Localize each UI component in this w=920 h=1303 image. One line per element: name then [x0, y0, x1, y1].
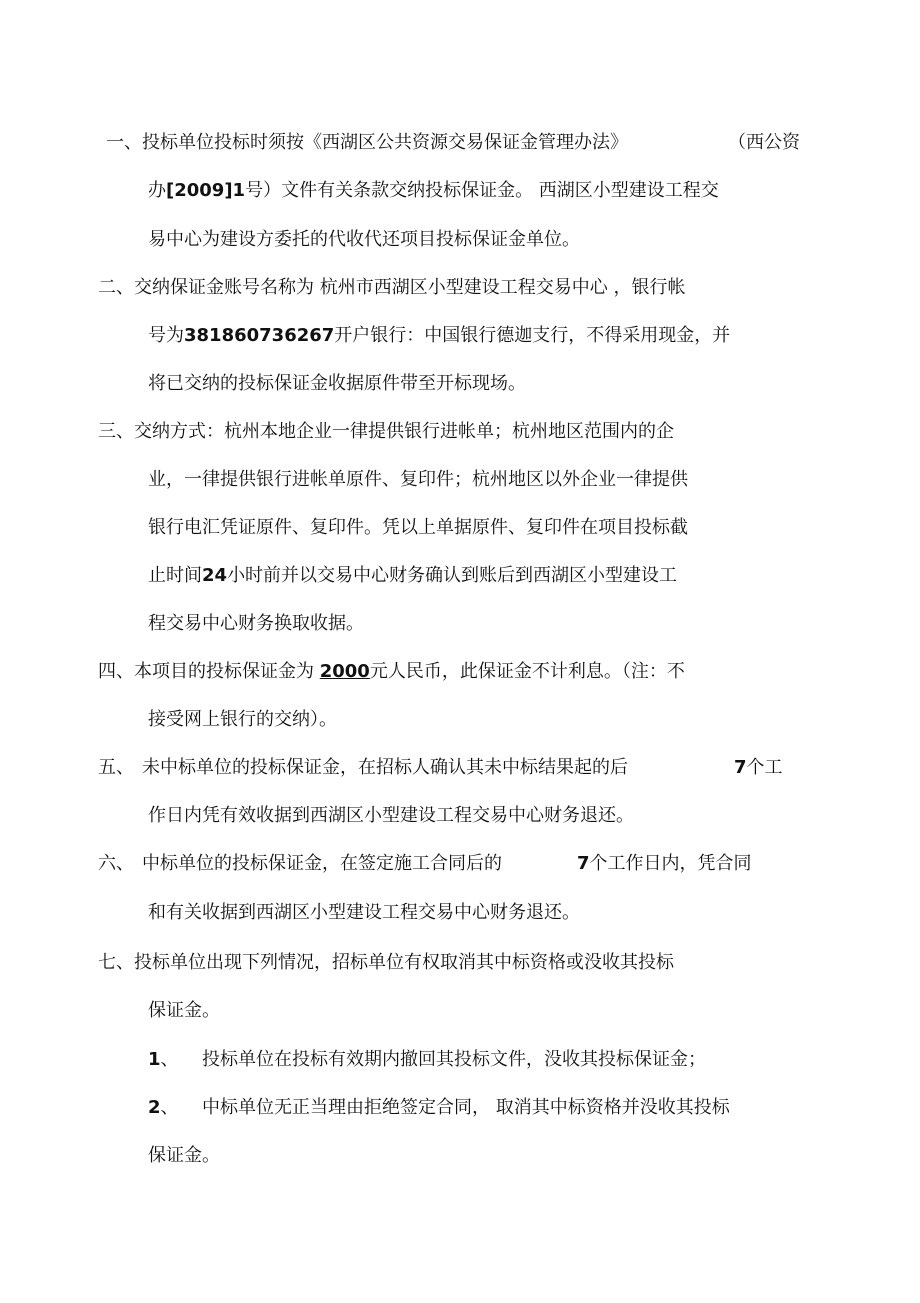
item-7-sub-2	[148, 1096, 179, 1120]
item-2-l2-c: 开户银行：中国银行德迦支行，不得采用现金，并	[334, 325, 731, 346]
item-3-l4-a: 止时间	[148, 565, 202, 586]
item-2-l2-a: 号为	[148, 325, 184, 346]
item-4-line-2: 接受网上银行的交纳）。	[148, 709, 337, 730]
item-1-line-1-tail	[728, 131, 800, 155]
item-3-line-3: 银行电汇凭证原件、复印件。凭以上单据原件、复印件在项目投标截	[148, 517, 688, 538]
item-7-sub-1	[148, 1048, 179, 1072]
item-7-line-2: 保证金。	[148, 1000, 220, 1021]
item-4-line-1	[98, 660, 685, 684]
item-7-sub-1-text: 投标单位在投标有效期内撤回其投标文件，没收其投标保证金；	[202, 1049, 706, 1070]
item-1-l2-a: 办	[148, 180, 166, 201]
item-4-l1-a: 四、本项目的投标保证金为	[98, 661, 320, 682]
item-6-marker: 六、	[98, 853, 134, 874]
item-3-line-1: 三、交纳方式：杭州本地企业一律提供银行进帐单；杭州地区范围内的企	[98, 421, 674, 442]
item-2-line-1: 二、交纳保证金账号名称为 杭州市西湖区小型建设工程交易中心 ，银行帐	[98, 277, 686, 298]
item-2-account-number: 381860736267	[184, 325, 335, 346]
item-3-hours: 24	[202, 565, 228, 586]
item-2-line-2	[148, 324, 730, 348]
item-4-l1-c: 元人民币，此保证金不计利息。（注：不	[369, 661, 685, 682]
item-5-marker: 五、	[98, 757, 134, 778]
item-1-marker: 一、	[106, 132, 142, 153]
item-4-amount: 2000	[319, 661, 370, 682]
item-3-line-5: 程交易中心财务换取收据。	[148, 613, 364, 634]
item-5-l1-c: 个工	[746, 757, 783, 778]
item-1-text-b: （西公资	[728, 132, 800, 153]
item-6-line-1	[98, 852, 502, 876]
item-5-line-1	[98, 756, 628, 780]
item-5-days: 7	[734, 757, 747, 778]
item-6-line-2: 和有关收据到西湖区小型建设工程交易中心财务退还。	[148, 902, 580, 923]
item-1-doc-number: [2009]1	[166, 180, 246, 201]
item-3-l4-c: 小时前并以交易中心财务确认到账后到西湖区小型建设工	[227, 565, 678, 586]
item-5-line-1-tail	[734, 756, 783, 780]
item-7-sub-2-separator: 、	[160, 1097, 179, 1118]
item-3-line-2: 业，一律提供银行进帐单原件、复印件；杭州地区以外企业一律提供	[148, 469, 688, 490]
item-1-line-3: 易中心为建设方委托的代收代还项目投标保证金单位。	[148, 229, 580, 250]
item-5-line-2: 作日内凭有效收据到西湖区小型建设工程交易中心财务退还。	[148, 805, 634, 826]
item-1-text-a: 投标单位投标时须按《西湖区公共资源交易保证金管理办法》	[142, 132, 628, 153]
item-6-l1-c: 个工作日内，凭合同	[589, 853, 752, 874]
item-1-line-1	[106, 131, 628, 155]
item-7-sub-2-line-2: 保证金。	[148, 1145, 220, 1166]
item-3-line-4	[148, 564, 677, 588]
item-5-l1-a: 未中标单位的投标保证金，在招标人确认其未中标结果起的后	[142, 757, 628, 778]
item-7-line-1: 七、投标单位出现下列情况，招标单位有权取消其中标资格或没收其投标	[98, 952, 674, 973]
item-7-sub-2-text: 中标单位无正当理由拒绝签定合同， 取消其中标资格并没收其投标	[202, 1097, 730, 1118]
item-6-days: 7	[577, 853, 590, 874]
item-2-line-3: 将已交纳的投标保证金收据原件带至开标现场。	[148, 373, 526, 394]
item-1-l2-c: 号）文件有关条款交纳投标保证金。 西湖区小型建设工程交	[245, 180, 719, 201]
item-7-sub-1-separator: 、	[160, 1049, 179, 1070]
item-7-sub-2-number: 2	[148, 1097, 161, 1118]
item-1-line-2	[148, 179, 719, 203]
item-6-line-1-tail	[577, 852, 752, 876]
item-7-sub-1-number: 1	[148, 1049, 161, 1070]
item-6-l1-a: 中标单位的投标保证金，在签定施工合同后的	[142, 853, 502, 874]
